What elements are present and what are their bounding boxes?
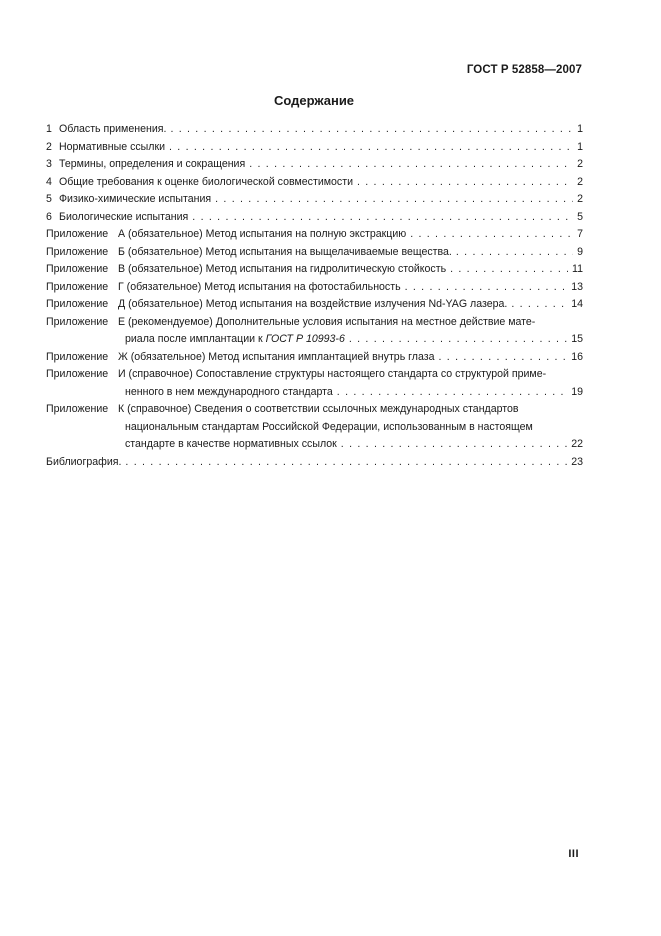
page-number: 11 xyxy=(572,263,583,275)
page-number: 9 xyxy=(577,245,583,258)
page-folio: III xyxy=(568,848,579,860)
toc-entry-appendix-k[interactable] xyxy=(46,401,583,454)
standard-reference: ГОСТ Р 10993-6 xyxy=(265,333,345,345)
appendix-title-continued: ненного в нем международного стандарта xyxy=(125,385,333,398)
bibliography-title: Библиография. xyxy=(46,455,122,468)
appendix-label: Приложение xyxy=(46,298,109,310)
page-number: 5 xyxy=(577,210,583,223)
toc-entry-section-1[interactable] xyxy=(46,121,583,139)
dot-leader xyxy=(357,178,573,191)
section-number: 2 xyxy=(46,140,52,153)
dot-leader xyxy=(192,213,573,226)
dot-leader xyxy=(341,441,567,454)
appendix-title: Е (рекомендуемое) Дополнительные условия испытания на местное действие мате- xyxy=(118,315,536,328)
toc-entry-bibliography[interactable] xyxy=(46,454,583,472)
toc-entry-appendix-zh[interactable] xyxy=(46,349,583,367)
appendix-title: Б (обязательное) Метод испытания на выщелачиваемые вещества. xyxy=(118,245,452,258)
toc-entry-section-5[interactable] xyxy=(46,191,583,209)
toc-entry-section-3[interactable] xyxy=(46,156,583,174)
dot-leader xyxy=(511,301,567,314)
section-number: 1 xyxy=(46,123,52,135)
page-number: 1 xyxy=(577,140,583,153)
page-number: 22 xyxy=(571,438,583,450)
page-number: 19 xyxy=(571,385,583,398)
appendix-title-continued: национальным стандартам Российской Федерации, использованным в настоящем xyxy=(125,420,533,433)
dot-leader xyxy=(456,248,573,261)
appendix-title: Д (обязательное) Метод испытания на воздействие излучения Nd-YAG лазера. xyxy=(118,298,508,310)
document-code: ГОСТ Р 52858—2007 xyxy=(466,64,582,76)
toc-entry-appendix-a[interactable] xyxy=(46,226,583,244)
appendix-label: Приложение xyxy=(46,368,109,380)
appendix-label: Приложение xyxy=(46,228,109,240)
toc-entry-appendix-i[interactable] xyxy=(46,366,583,401)
toc-title: Содержание xyxy=(273,93,355,108)
section-title: Биологические испытания xyxy=(59,210,189,223)
section-title: Нормативные ссылки xyxy=(59,140,166,153)
section-number: 5 xyxy=(46,193,52,205)
section-number: 6 xyxy=(46,210,52,223)
appendix-title: А (обязательное) Метод испытания на полную экстракцию xyxy=(118,228,407,240)
page-number: 2 xyxy=(577,175,583,188)
appendix-label: Приложение xyxy=(46,280,109,293)
page-number: 7 xyxy=(577,228,583,240)
page-number: 1 xyxy=(577,123,583,135)
section-title: Термины, определения и сокращения xyxy=(59,158,246,170)
appendix-title: Г (обязательное) Метод испытания на фотостабильность xyxy=(118,280,401,293)
dot-leader xyxy=(215,196,573,209)
page-number: 23 xyxy=(571,455,583,468)
appendix-title: И (справочное) Сопоставление структуры настоящего стандарта со структурой приме- xyxy=(118,368,547,380)
appendix-label: Приложение xyxy=(46,263,109,275)
page-number: 13 xyxy=(571,280,583,293)
page-number: 2 xyxy=(577,158,583,170)
page-number: 16 xyxy=(571,350,583,363)
appendix-title: Ж (обязательное) Метод испытания имплантацией внутрь глаза xyxy=(118,350,435,363)
appendix-title: К (справочное) Сведения о соответствии ссылочных международных стандартов xyxy=(118,403,519,415)
dot-leader xyxy=(439,353,568,366)
appendix-label: Приложение xyxy=(46,350,109,363)
appendix-label: Приложение xyxy=(46,315,109,328)
toc-entry-section-6[interactable] xyxy=(46,209,583,227)
section-title: Физико-химические испытания xyxy=(59,193,212,205)
page-number: 15 xyxy=(571,333,583,345)
appendix-label: Приложение xyxy=(46,245,109,258)
section-title: Область применения. xyxy=(59,123,167,135)
section-number: 4 xyxy=(46,175,52,188)
page-number: 14 xyxy=(571,298,583,310)
appendix-label: Приложение xyxy=(46,403,109,415)
dot-leader xyxy=(170,126,573,139)
appendix-title: В (обязательное) Метод испытания на гидролитическую стойкость xyxy=(118,263,447,275)
dot-leader xyxy=(337,388,567,401)
section-title: Общие требования к оценке биологической совместимости xyxy=(59,175,353,188)
dot-leader xyxy=(125,458,567,471)
dot-leader xyxy=(249,161,573,174)
appendix-title-continued: риала после имплантации к xyxy=(125,333,263,345)
page-number: 2 xyxy=(577,193,583,205)
toc-entry-appendix-g[interactable] xyxy=(46,279,583,297)
dot-leader xyxy=(349,336,567,349)
toc-entry-appendix-v[interactable] xyxy=(46,261,583,279)
appendix-title-continued: стандарте в качестве нормативных ссылок xyxy=(125,438,337,450)
dot-leader xyxy=(450,266,568,279)
dot-leader xyxy=(169,143,573,156)
toc-entry-section-4[interactable] xyxy=(46,174,583,192)
dot-leader xyxy=(405,283,568,296)
dot-leader xyxy=(410,231,573,244)
section-number: 3 xyxy=(46,158,52,170)
toc-entry-appendix-d[interactable] xyxy=(46,296,583,314)
table-of-contents xyxy=(46,121,583,471)
toc-entry-section-2[interactable] xyxy=(46,139,583,157)
toc-entry-appendix-b[interactable] xyxy=(46,244,583,262)
toc-entry-appendix-e[interactable] xyxy=(46,314,583,349)
